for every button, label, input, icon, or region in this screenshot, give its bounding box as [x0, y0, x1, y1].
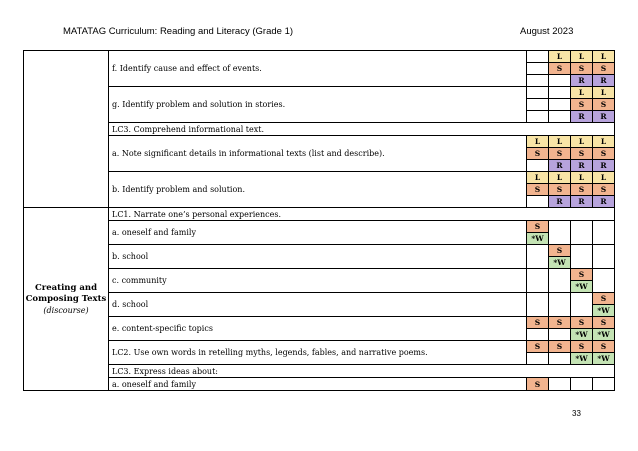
code-cell: *W — [571, 353, 593, 365]
code-cell: S — [593, 341, 615, 353]
page-number: 33 — [572, 409, 581, 418]
table-row — [24, 51, 615, 63]
week-cell — [527, 75, 549, 87]
code-cell: L — [549, 136, 571, 148]
code-cell: S — [527, 221, 549, 233]
code-cell: L — [527, 172, 549, 184]
week-cell — [527, 353, 549, 365]
area-title-line1: Creating and — [34, 282, 98, 293]
competency-cell: f. Identify cause and effect of events. — [109, 51, 527, 87]
code-cell: S — [571, 269, 593, 281]
week-cell — [593, 378, 615, 391]
code-cell: S — [571, 184, 593, 196]
area-cell — [24, 208, 109, 391]
code-cell: S — [571, 341, 593, 353]
code-cell: S — [549, 245, 571, 257]
week-cell — [549, 87, 571, 99]
code-cell: S — [571, 148, 593, 160]
table-row — [24, 293, 615, 305]
week-cell — [549, 378, 571, 391]
week-cell — [527, 87, 549, 99]
code-cell: R — [571, 75, 593, 87]
code-cell: R — [593, 75, 615, 87]
competency-cell: g. Identify problem and solution in stories. — [109, 87, 527, 123]
week-cell — [527, 245, 549, 269]
week-cell — [527, 329, 549, 341]
code-cell: S — [593, 293, 615, 305]
table-row — [24, 208, 615, 221]
week-cell — [549, 111, 571, 123]
week-cell — [549, 293, 571, 317]
week-cell — [527, 293, 549, 317]
week-cell — [571, 221, 593, 245]
code-cell: R — [549, 196, 571, 208]
week-cell — [593, 269, 615, 293]
competency-cell: LC2. Use own words in retelling myths, legends, fables, and narrative poems. — [109, 341, 527, 365]
curriculum-table — [23, 50, 615, 391]
code-cell: S — [593, 317, 615, 329]
code-cell: S — [527, 148, 549, 160]
week-cell — [593, 245, 615, 269]
area-title-line2: Composing Texts — [25, 293, 107, 304]
code-cell: *W — [571, 281, 593, 293]
week-cell — [527, 51, 549, 63]
week-cell — [549, 353, 571, 365]
competency-heading: LC3. Comprehend informational text. — [109, 123, 615, 136]
week-cell — [527, 63, 549, 75]
week-cell — [549, 99, 571, 111]
code-cell: R — [571, 111, 593, 123]
code-cell: S — [527, 317, 549, 329]
code-cell: S — [549, 148, 571, 160]
code-cell: S — [549, 317, 571, 329]
document-header-title: MATATAG Curriculum: Reading and Literacy (Grade 1) — [63, 26, 294, 37]
competency-cell: a. oneself and family — [109, 378, 527, 391]
code-cell: L — [549, 51, 571, 63]
document-header-date: August 2023 — [520, 26, 574, 37]
code-cell: L — [593, 51, 615, 63]
competency-heading: LC1. Narrate one’s personal experiences. — [109, 208, 615, 221]
competency-heading: LC3. Express ideas about: — [109, 365, 615, 378]
table-row — [24, 136, 615, 148]
code-cell: R — [571, 196, 593, 208]
code-cell: S — [571, 99, 593, 111]
table-row — [24, 221, 615, 233]
code-cell: L — [549, 172, 571, 184]
code-cell: S — [571, 317, 593, 329]
code-cell: R — [549, 160, 571, 172]
competency-cell: c. community — [109, 269, 527, 293]
code-cell: S — [593, 63, 615, 75]
code-cell: S — [549, 184, 571, 196]
week-cell — [549, 329, 571, 341]
code-cell: *W — [593, 353, 615, 365]
table-row — [24, 317, 615, 329]
code-cell: *W — [571, 329, 593, 341]
table-row — [24, 269, 615, 281]
code-cell: L — [571, 87, 593, 99]
code-cell: S — [527, 184, 549, 196]
competency-cell: a. Note significant details in informational texts (list and describe). — [109, 136, 527, 172]
area-cell-empty — [24, 51, 109, 208]
competency-cell: e. content-specific topics — [109, 317, 527, 341]
code-cell: S — [571, 63, 593, 75]
code-cell: S — [593, 99, 615, 111]
code-cell: *W — [593, 305, 615, 317]
table-row — [24, 123, 615, 136]
area-subtitle: (discourse) — [43, 305, 89, 315]
week-cell — [527, 99, 549, 111]
code-cell: L — [593, 172, 615, 184]
table-row — [24, 87, 615, 99]
table-row — [24, 365, 615, 378]
code-cell: *W — [527, 233, 549, 245]
code-cell: R — [593, 111, 615, 123]
code-cell: L — [571, 172, 593, 184]
code-cell: L — [593, 136, 615, 148]
competency-cell: b. Identify problem and solution. — [109, 172, 527, 208]
week-cell — [549, 269, 571, 293]
code-cell: *W — [549, 257, 571, 269]
code-cell: R — [571, 160, 593, 172]
week-cell — [571, 245, 593, 269]
table-row — [24, 172, 615, 184]
week-cell — [549, 221, 571, 245]
week-cell — [549, 75, 571, 87]
code-cell: S — [593, 148, 615, 160]
table-row — [24, 341, 615, 353]
code-cell: L — [593, 87, 615, 99]
week-cell — [571, 378, 593, 391]
code-cell: L — [527, 136, 549, 148]
code-cell: S — [549, 341, 571, 353]
code-cell: R — [593, 196, 615, 208]
code-cell: S — [527, 378, 549, 391]
code-cell: S — [549, 63, 571, 75]
week-cell — [527, 160, 549, 172]
code-cell: L — [571, 51, 593, 63]
code-cell: S — [593, 184, 615, 196]
code-cell: R — [593, 160, 615, 172]
code-cell: *W — [593, 329, 615, 341]
competency-cell: a. oneself and family — [109, 221, 527, 245]
competency-cell: d. school — [109, 293, 527, 317]
week-cell — [527, 111, 549, 123]
table-row — [24, 378, 615, 391]
week-cell — [571, 293, 593, 317]
code-cell: S — [527, 341, 549, 353]
week-cell — [593, 221, 615, 245]
table-row — [24, 245, 615, 257]
week-cell — [527, 269, 549, 293]
competency-cell: b. school — [109, 245, 527, 269]
code-cell: L — [571, 136, 593, 148]
week-cell — [527, 196, 549, 208]
